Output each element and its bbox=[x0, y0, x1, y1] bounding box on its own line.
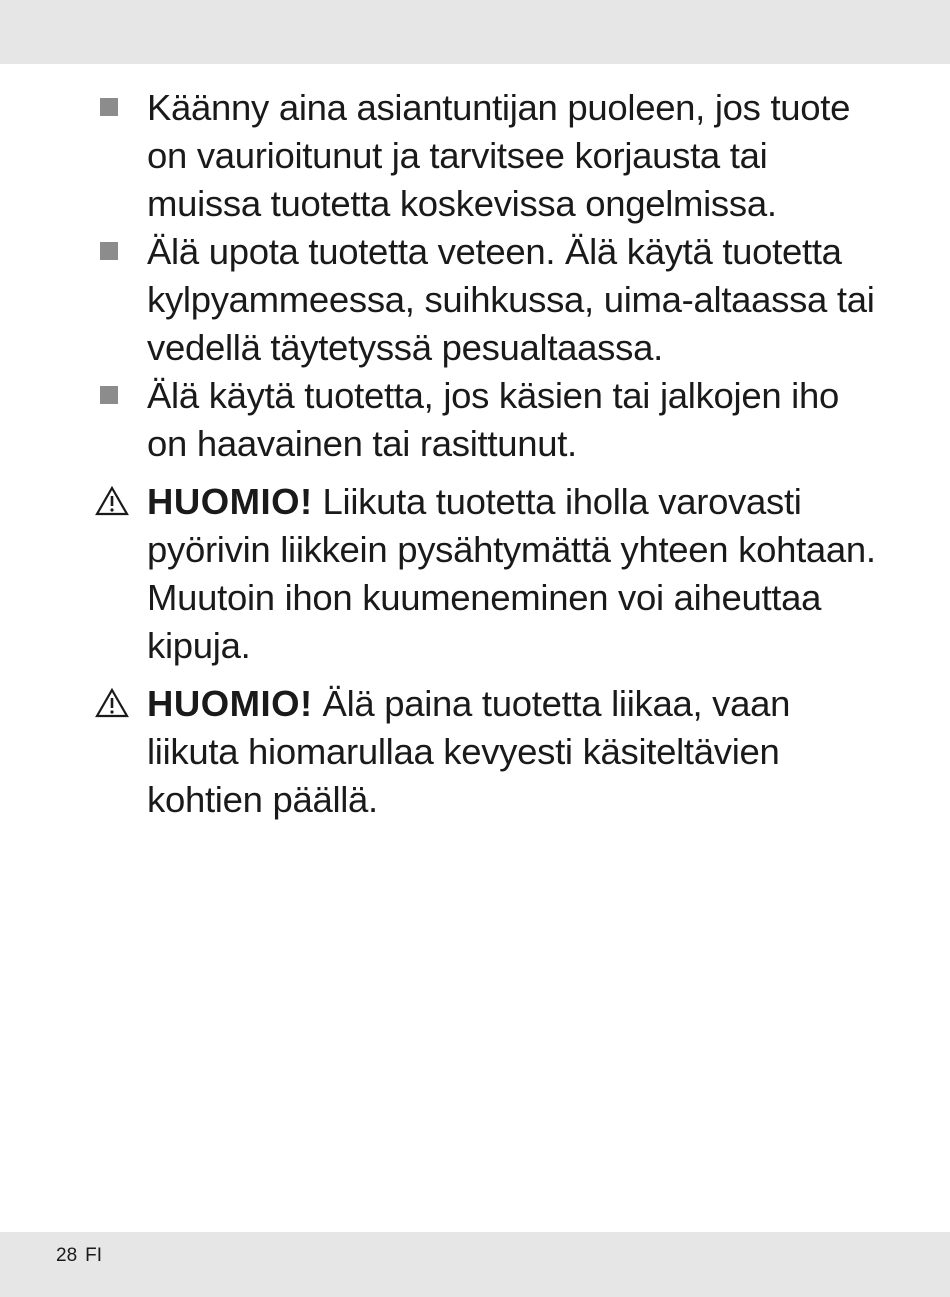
warning-label: HUOMIO! bbox=[147, 481, 313, 522]
list-item bbox=[95, 84, 885, 228]
footer-band bbox=[0, 1232, 950, 1297]
warning-item bbox=[95, 478, 885, 670]
page-number: 28 bbox=[56, 1245, 78, 1266]
warning-triangle-icon bbox=[95, 486, 129, 516]
list-item bbox=[95, 228, 885, 372]
square-bullet-icon bbox=[100, 98, 118, 116]
warning-label: HUOMIO! bbox=[147, 683, 313, 724]
warning-item bbox=[95, 680, 885, 824]
list-item-text: Älä upota tuotetta veteen. Älä käytä tuotetta kylpyammeessa, suihkussa, uima-altaassa tai vedellä täytetyssä pesualtaassa. bbox=[147, 231, 875, 368]
page-footer bbox=[56, 1244, 102, 1268]
list-item-text: Käänny aina asiantuntijan puoleen, jos tuote on vaurioitunut ja tarvitsee korjausta tai muissa tuotetta koskevissa ongelmissa. bbox=[147, 87, 851, 224]
safety-instructions bbox=[95, 84, 885, 824]
warning-text: Älä paina tuotetta liikaa, vaan liikuta hiomarullaa kevyesti käsiteltävien kohtien päällä. bbox=[147, 683, 791, 820]
square-bullet-icon bbox=[100, 242, 118, 260]
language-code: FI bbox=[85, 1245, 103, 1266]
header-band bbox=[0, 0, 950, 64]
warning-triangle-icon bbox=[95, 688, 129, 718]
square-bullet-icon bbox=[100, 386, 118, 404]
list-item-text: Älä käytä tuotetta, jos käsien tai jalkojen iho on haavainen tai rasittunut. bbox=[147, 375, 839, 464]
list-item bbox=[95, 372, 885, 468]
warning-text: Liikuta tuotetta iholla varovasti pyörivin liikkein pysähtymättä yhteen kohtaan. Muutoin ihon kuumeneminen voi aiheuttaa kipuja. bbox=[147, 481, 876, 666]
